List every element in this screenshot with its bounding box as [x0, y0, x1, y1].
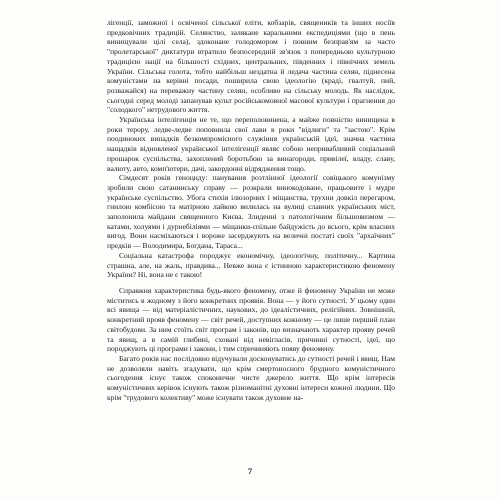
page-number: 7 — [247, 466, 253, 476]
paragraph: Сімдесят років геноциду: панування розтлінної ідеології совіцького комунізму зробили свою сатанинську справу — розкрали винокодоване, працьовите і мудре українське суспільство. Убога стихія ілюзорних і міщанства, трухни довкіл перегаром, гнилою комбісою та матірною лайкою вилилась на вулиці славних українських міст, заполонила майдани священного Києва. Злиденні з патологічним більшовизмом — катами, холуями і дурнебіліями — міщанки-спільне байдужість до всього, крім власних вигод. Вони насміхаються і вороже засерджують на величні постаті своїх "архаїчних" предків — Володимира, Богдана, Тараса... — [107, 173, 395, 251]
paragraph: Багато років нас послідовно відучували досконуватись до сутності речей і явищ. Нам не дозволяли навіть згадувати, що крім смертоносного брудного комуністичного сьогодення існує також споконичне чисте джерело життя. Що крім інтересів комуністичних керівок існують також різноманітні духовні інтереси кожної людини. Що крім "трудового колективу" може існувати також духовне на- — [107, 353, 395, 402]
paragraph: Українська інтелігенція не те, що переполовинена, а майже повністю винищена в роки терору, ледве-ледве поповнила свої лави в роки "відлиги" та "застою". Крім поодиноких випадків безкомпромісного служіння українській ідеї, значна частина нащадків відновленої української інтелігенції являє собою непривабливий соціальний прошарок суспільства, захоплений боротьбою за винагороди, привілеї, владу, славу, валюту, авто, комп'ютери, дачі, закордонні відрядження тощо. — [107, 115, 395, 173]
paragraph: Справжня характеристика будь-якого феномену, отже й феномену України не може міститись в жодному з його конкретних проявів. Вона — у його сутності. У цьому один всі явища — від матеріалістичних, наукових, до ідеалістичних, релігійних. Зовнішній, конкретний прояв феномену — світ речей, доступних кожному — це лише перший план світобудови. За ним стоїть світ програм і законів, що визначають характер прояву речей та явищ, а в самій глибині, сховані від невігласів, причинні сутності, ідеї, що породжують ці програми і закони, і тим спричиняють появу феномену. — [107, 285, 395, 354]
body-text — [107, 18, 395, 402]
paragraph: лігенції, заможної і освіченої сільської еліти, кобзарів, священиків та інших носіїв предковічних традицій. Селянство, залякане каральними експедиціями (що в пень винищували цілі села), здоконане голодомором і повним безправ'ям за часто "пролетарської" диктатури втратило безпосередній зв'язок з попередньою культурною традицією нації на більшості східних, центральних, південних і північних земель України. Сільська голота, тобто найбільш нездатна й ледача частина селян, піднесена комуністами на керівні посади, поширила свою ідеологію (крадi, гвалтуй, пий, розважайся) на переважну частину селян, особливо на сільську молодь. Як наслідок, сьогодні серед молоді запанував культ російськомовної масової культури і прагнення до "солодкого" нетрудового життя. — [107, 18, 395, 115]
paragraph: Соціальна катастрофа породжує економічну, ідеологічну, політичну... Картина страшна, але, на жаль, правдива... Невже вона є істинною характеристикою феномену України? Ні, вона не є такою! — [107, 250, 395, 280]
